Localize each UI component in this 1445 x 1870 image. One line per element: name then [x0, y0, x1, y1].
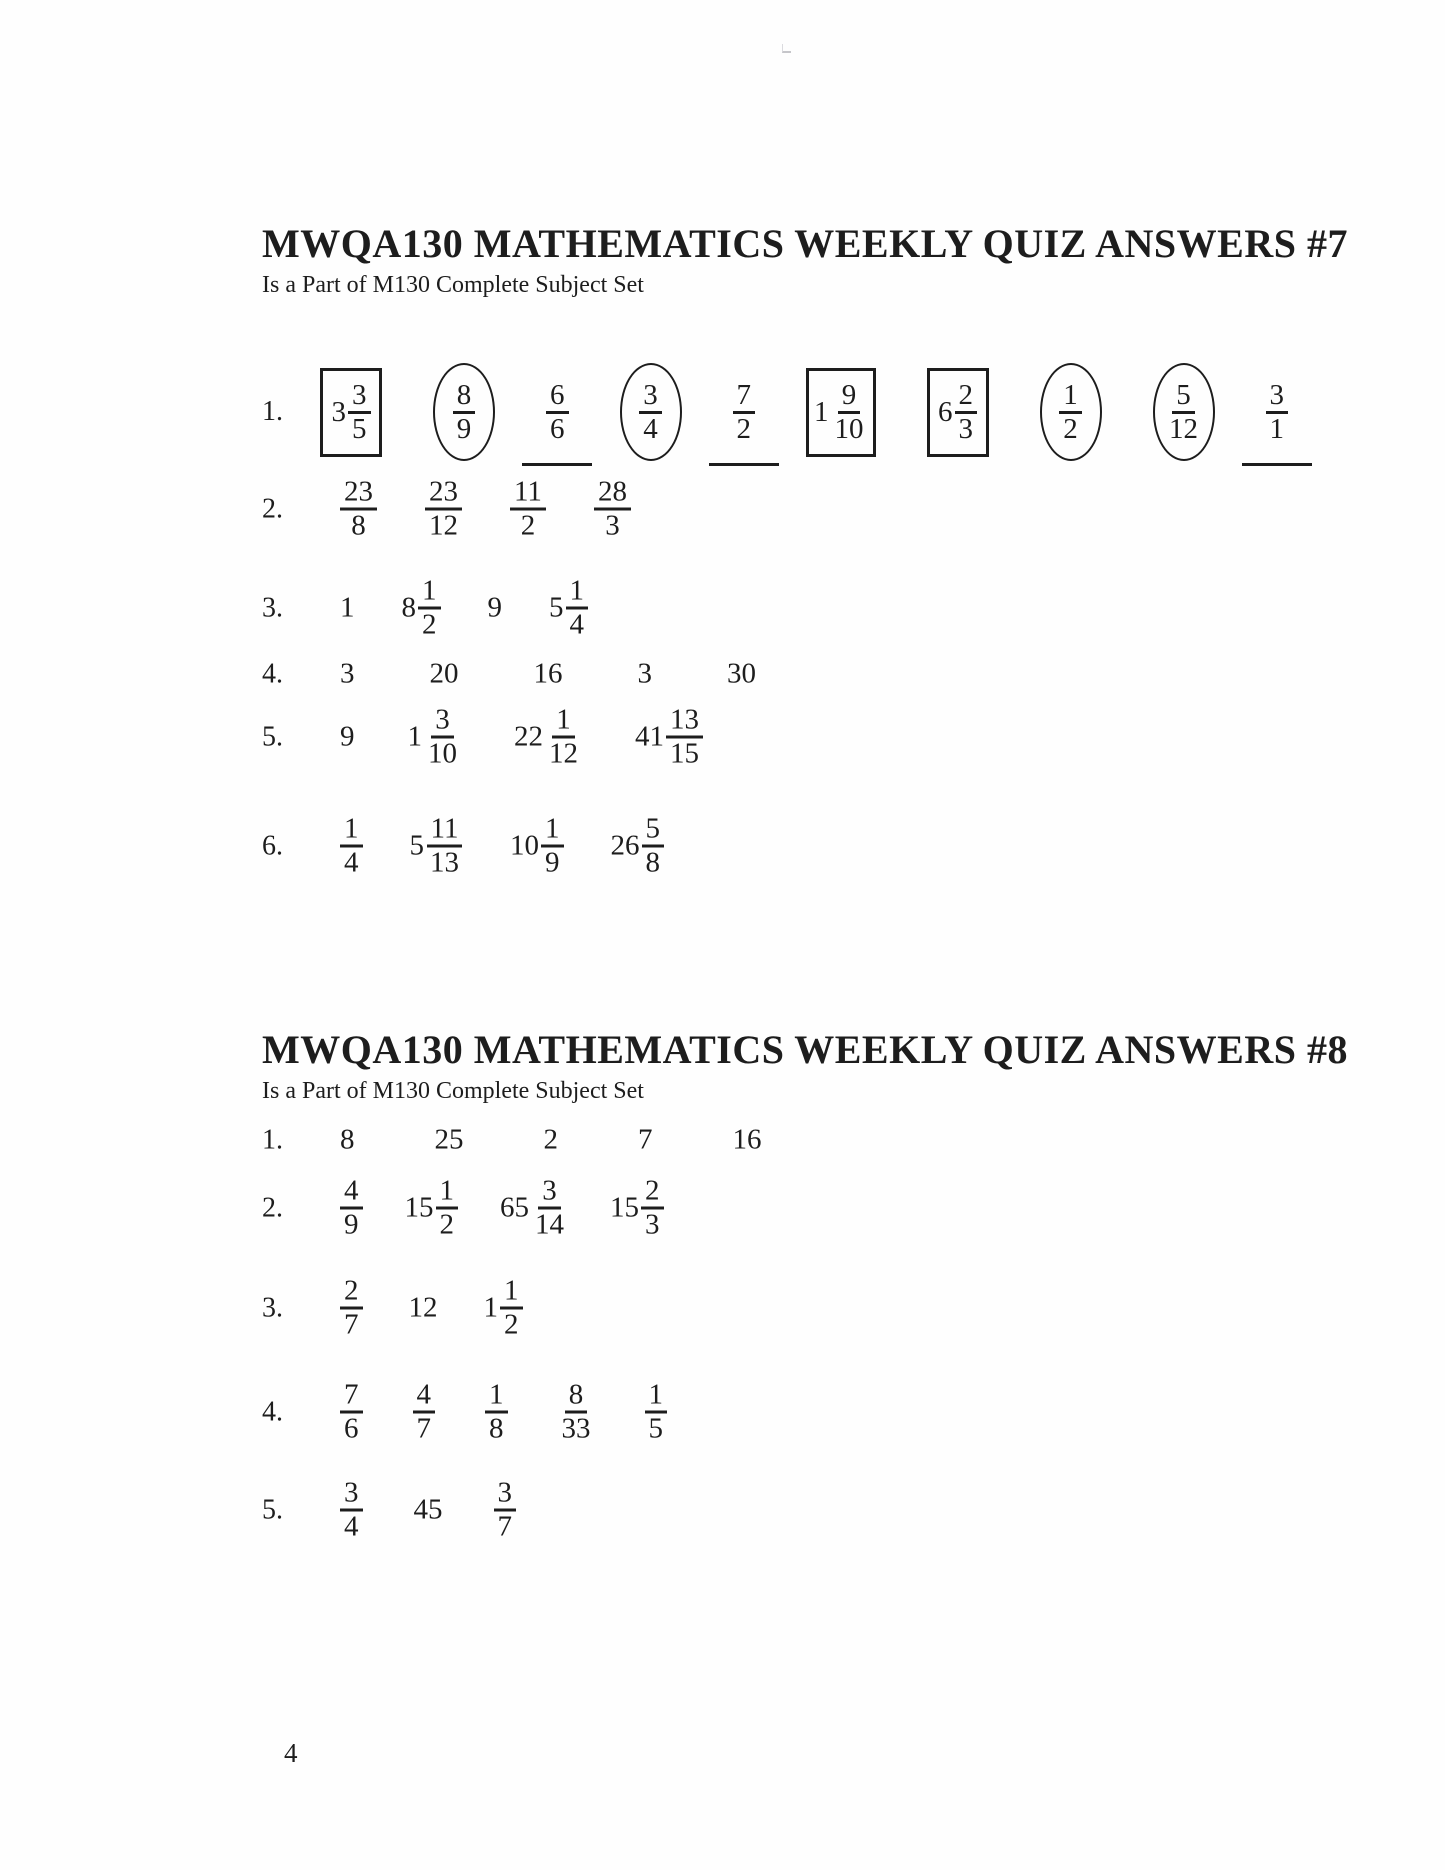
mixed-number: [484, 1276, 523, 1341]
numerator: 3: [494, 1478, 517, 1512]
answer-row: [262, 1478, 567, 1543]
integer-answer: 9: [340, 720, 355, 753]
numerator: 1: [436, 1176, 459, 1210]
fraction: [1165, 380, 1202, 445]
mixed-number: [410, 814, 464, 879]
numerator: 23: [340, 477, 377, 511]
denominator: 12: [549, 737, 578, 770]
numerator: 3: [639, 380, 662, 414]
whole-number: 1: [483, 1291, 498, 1324]
numerator: 5: [1172, 380, 1195, 414]
denominator: 7: [416, 1412, 431, 1445]
integer-answer: 20: [429, 657, 459, 690]
fraction: [642, 814, 665, 879]
integer-answer: 3: [637, 657, 652, 690]
quiz-answers-section-7: [262, 221, 1425, 924]
numerator: 1: [566, 576, 589, 610]
fraction: [340, 477, 377, 542]
answer-row: [262, 814, 711, 879]
row-number: 5.: [262, 721, 283, 752]
answer-row: [262, 1380, 717, 1445]
integer-answer: 16: [533, 657, 563, 690]
fraction: [340, 1478, 363, 1543]
answer-row: [262, 705, 756, 770]
denominator: 2: [422, 608, 437, 641]
denominator: 3: [605, 509, 620, 542]
numerator: 28: [594, 477, 631, 511]
denominator: 3: [958, 412, 973, 445]
numerator: 7: [340, 1380, 363, 1414]
whole-number: 5: [409, 829, 424, 862]
whole-number: 8: [401, 591, 416, 624]
numerator: 3: [538, 1176, 561, 1210]
circle-answer-mark: [1153, 363, 1215, 461]
whole-number: 10: [510, 829, 539, 862]
denominator: 9: [456, 412, 472, 445]
numerator: 1: [500, 1276, 523, 1310]
section-title: MWQA130 MATHEMATICS WEEKLY QUIZ ANSWERS #7: [262, 221, 1348, 266]
numerator: 1: [418, 576, 441, 610]
section-subtitle: Is a Part of M130 Complete Subject Set: [262, 1078, 644, 1104]
numerator: 1: [340, 814, 363, 848]
whole-number: 3: [331, 395, 346, 428]
fraction: [558, 1380, 595, 1445]
denominator: 1: [1269, 412, 1284, 445]
row-number: 1.: [262, 396, 283, 427]
mixed-number: [408, 705, 462, 770]
numerator: 8: [453, 380, 476, 414]
fraction: [436, 1176, 459, 1241]
integer-answer: 12: [408, 1291, 438, 1324]
fraction: [348, 380, 371, 445]
numerator: 3: [348, 380, 371, 414]
denominator: 7: [497, 1510, 512, 1543]
denominator: 14: [535, 1208, 564, 1241]
mixed-number: [510, 814, 564, 879]
answer-row: [262, 1276, 569, 1341]
denominator: 12: [429, 509, 458, 542]
box-answer-mark: [927, 368, 989, 457]
numerator: 2: [955, 380, 978, 414]
mixed-number: [938, 380, 977, 445]
numerator: 1: [1059, 380, 1082, 414]
whole-number: 15: [610, 1191, 639, 1224]
row-number: 2.: [262, 1192, 283, 1223]
denominator: 6: [550, 412, 565, 445]
section-title: MWQA130 MATHEMATICS WEEKLY QUIZ ANSWERS #8: [262, 1027, 1348, 1072]
denominator: 8: [645, 846, 660, 879]
fraction: [418, 576, 441, 641]
underline-answer-mark: [733, 380, 756, 445]
fraction: [831, 380, 868, 445]
fraction: [641, 1176, 664, 1241]
numerator: 13: [666, 705, 703, 739]
fraction: [494, 1478, 517, 1543]
numerator: 3: [431, 705, 454, 739]
whole-number: 1: [407, 720, 422, 753]
circle-answer-mark: [620, 363, 682, 461]
numerator: 2: [641, 1176, 664, 1210]
mixed-number: [814, 380, 868, 445]
numerator: 1: [645, 1380, 668, 1414]
denominator: 2: [504, 1308, 519, 1341]
whole-number: 65: [500, 1191, 529, 1224]
numerator: 3: [1266, 380, 1289, 414]
answer-row: [262, 1176, 706, 1241]
row-number: 3.: [262, 592, 283, 623]
denominator: 9: [344, 1208, 359, 1241]
fraction: [1266, 380, 1289, 445]
denominator: 4: [643, 412, 658, 445]
mixed-number: [611, 814, 665, 879]
denominator: 5: [352, 412, 367, 445]
integer-answer: 8: [340, 1123, 355, 1156]
section-subtitle: Is a Part of M130 Complete Subject Set: [262, 272, 644, 298]
numerator: 11: [427, 814, 463, 848]
fraction: [955, 380, 978, 445]
denominator: 2: [439, 1208, 454, 1241]
denominator: 4: [344, 1510, 359, 1543]
numerator: 4: [413, 1380, 436, 1414]
numerator: 7: [733, 380, 756, 414]
quiz-answers-section-8: [262, 1027, 1425, 1590]
integer-answer: 1: [340, 591, 355, 624]
denominator: 8: [489, 1412, 504, 1445]
numerator: 23: [425, 477, 462, 511]
integer-answer: 45: [413, 1493, 443, 1526]
mixed-number: [610, 1176, 664, 1241]
row-number: 2.: [262, 493, 283, 524]
denominator: 5: [648, 1412, 663, 1445]
numerator: 5: [642, 814, 665, 848]
denominator: 12: [1169, 412, 1198, 445]
box-answer-mark: [320, 368, 382, 457]
row-number: 6.: [262, 830, 283, 861]
whole-number: 41: [635, 720, 664, 753]
mixed-number: [402, 576, 441, 641]
integer-answer: 25: [434, 1123, 464, 1156]
whole-number: 22: [514, 720, 543, 753]
denominator: 9: [545, 846, 560, 879]
underline-answer-mark: [546, 380, 569, 445]
fraction: [453, 380, 476, 445]
fraction: [666, 705, 703, 770]
whole-number: 15: [404, 1191, 434, 1224]
row-number: 4.: [262, 1396, 283, 1427]
fraction: [340, 1276, 363, 1341]
fraction: [639, 380, 662, 445]
fraction: [340, 814, 363, 879]
fraction: [733, 380, 756, 445]
mixed-number: [500, 1176, 568, 1241]
integer-answer: 3: [340, 657, 355, 690]
fraction: [500, 1276, 523, 1341]
mixed-number: [549, 576, 588, 641]
denominator: 6: [344, 1412, 359, 1445]
mixed-number: [332, 380, 371, 445]
integer-answer: 30: [727, 657, 756, 690]
numerator: 8: [565, 1380, 588, 1414]
box-answer-mark: [806, 368, 876, 457]
denominator: 8: [351, 509, 366, 542]
circle-answer-mark: [433, 363, 495, 461]
denominator: 2: [1063, 412, 1078, 445]
whole-number: 26: [610, 829, 640, 862]
fraction: [546, 380, 569, 445]
fraction: [426, 814, 463, 879]
numerator: 11: [510, 477, 546, 511]
mixed-number: [514, 705, 582, 770]
whole-number: 1: [814, 395, 829, 428]
mixed-number: [635, 705, 703, 770]
scan-artifact: [782, 44, 791, 53]
numerator: 6: [546, 380, 569, 414]
numerator: 3: [340, 1478, 363, 1512]
fraction: [645, 1380, 668, 1445]
fraction: [425, 477, 462, 542]
denominator: 13: [430, 846, 459, 879]
row-number: 3.: [262, 1292, 283, 1323]
row-number: 4.: [262, 658, 283, 689]
fraction: [510, 477, 546, 542]
denominator: 4: [569, 608, 584, 641]
answer-row: [262, 1124, 842, 1157]
underline-answer-mark: [1266, 380, 1289, 445]
integer-answer: 16: [732, 1123, 762, 1156]
numerator: 2: [340, 1276, 363, 1310]
fraction: [340, 1380, 363, 1445]
page-number: 4: [284, 1738, 298, 1768]
integer-answer: 9: [487, 591, 502, 624]
whole-number: 6: [938, 395, 953, 428]
mixed-number: [405, 1176, 459, 1241]
numerator: 4: [340, 1176, 363, 1210]
fraction: [566, 576, 589, 641]
numerator: 1: [552, 705, 575, 739]
circle-answer-mark: [1040, 363, 1102, 461]
fraction: [541, 814, 564, 879]
numerator: 1: [485, 1380, 508, 1414]
fraction: [545, 705, 582, 770]
answer-row: [262, 576, 635, 641]
denominator: 10: [834, 412, 864, 445]
numerator: 9: [838, 380, 861, 414]
denominator: 15: [670, 737, 699, 770]
integer-answer: 2: [543, 1123, 558, 1156]
fraction: [424, 705, 461, 770]
row-number: 5.: [262, 1494, 283, 1525]
answer-row: [262, 477, 679, 542]
denominator: 33: [561, 1412, 591, 1445]
fraction: [485, 1380, 508, 1445]
numerator: 1: [541, 814, 564, 848]
denominator: 7: [344, 1308, 359, 1341]
denominator: 10: [428, 737, 457, 770]
answer-row: [262, 658, 831, 691]
row-number: 1.: [262, 1124, 283, 1155]
denominator: 4: [344, 846, 359, 879]
fraction: [1059, 380, 1082, 445]
denominator: 2: [520, 509, 536, 542]
fraction: [413, 1380, 436, 1445]
fraction: [594, 477, 631, 542]
answer-row: [262, 363, 1339, 461]
integer-answer: 7: [638, 1123, 653, 1156]
whole-number: 5: [549, 591, 564, 624]
denominator: 3: [645, 1208, 660, 1241]
denominator: 2: [736, 412, 751, 445]
fraction: [340, 1176, 363, 1241]
fraction: [531, 1176, 568, 1241]
